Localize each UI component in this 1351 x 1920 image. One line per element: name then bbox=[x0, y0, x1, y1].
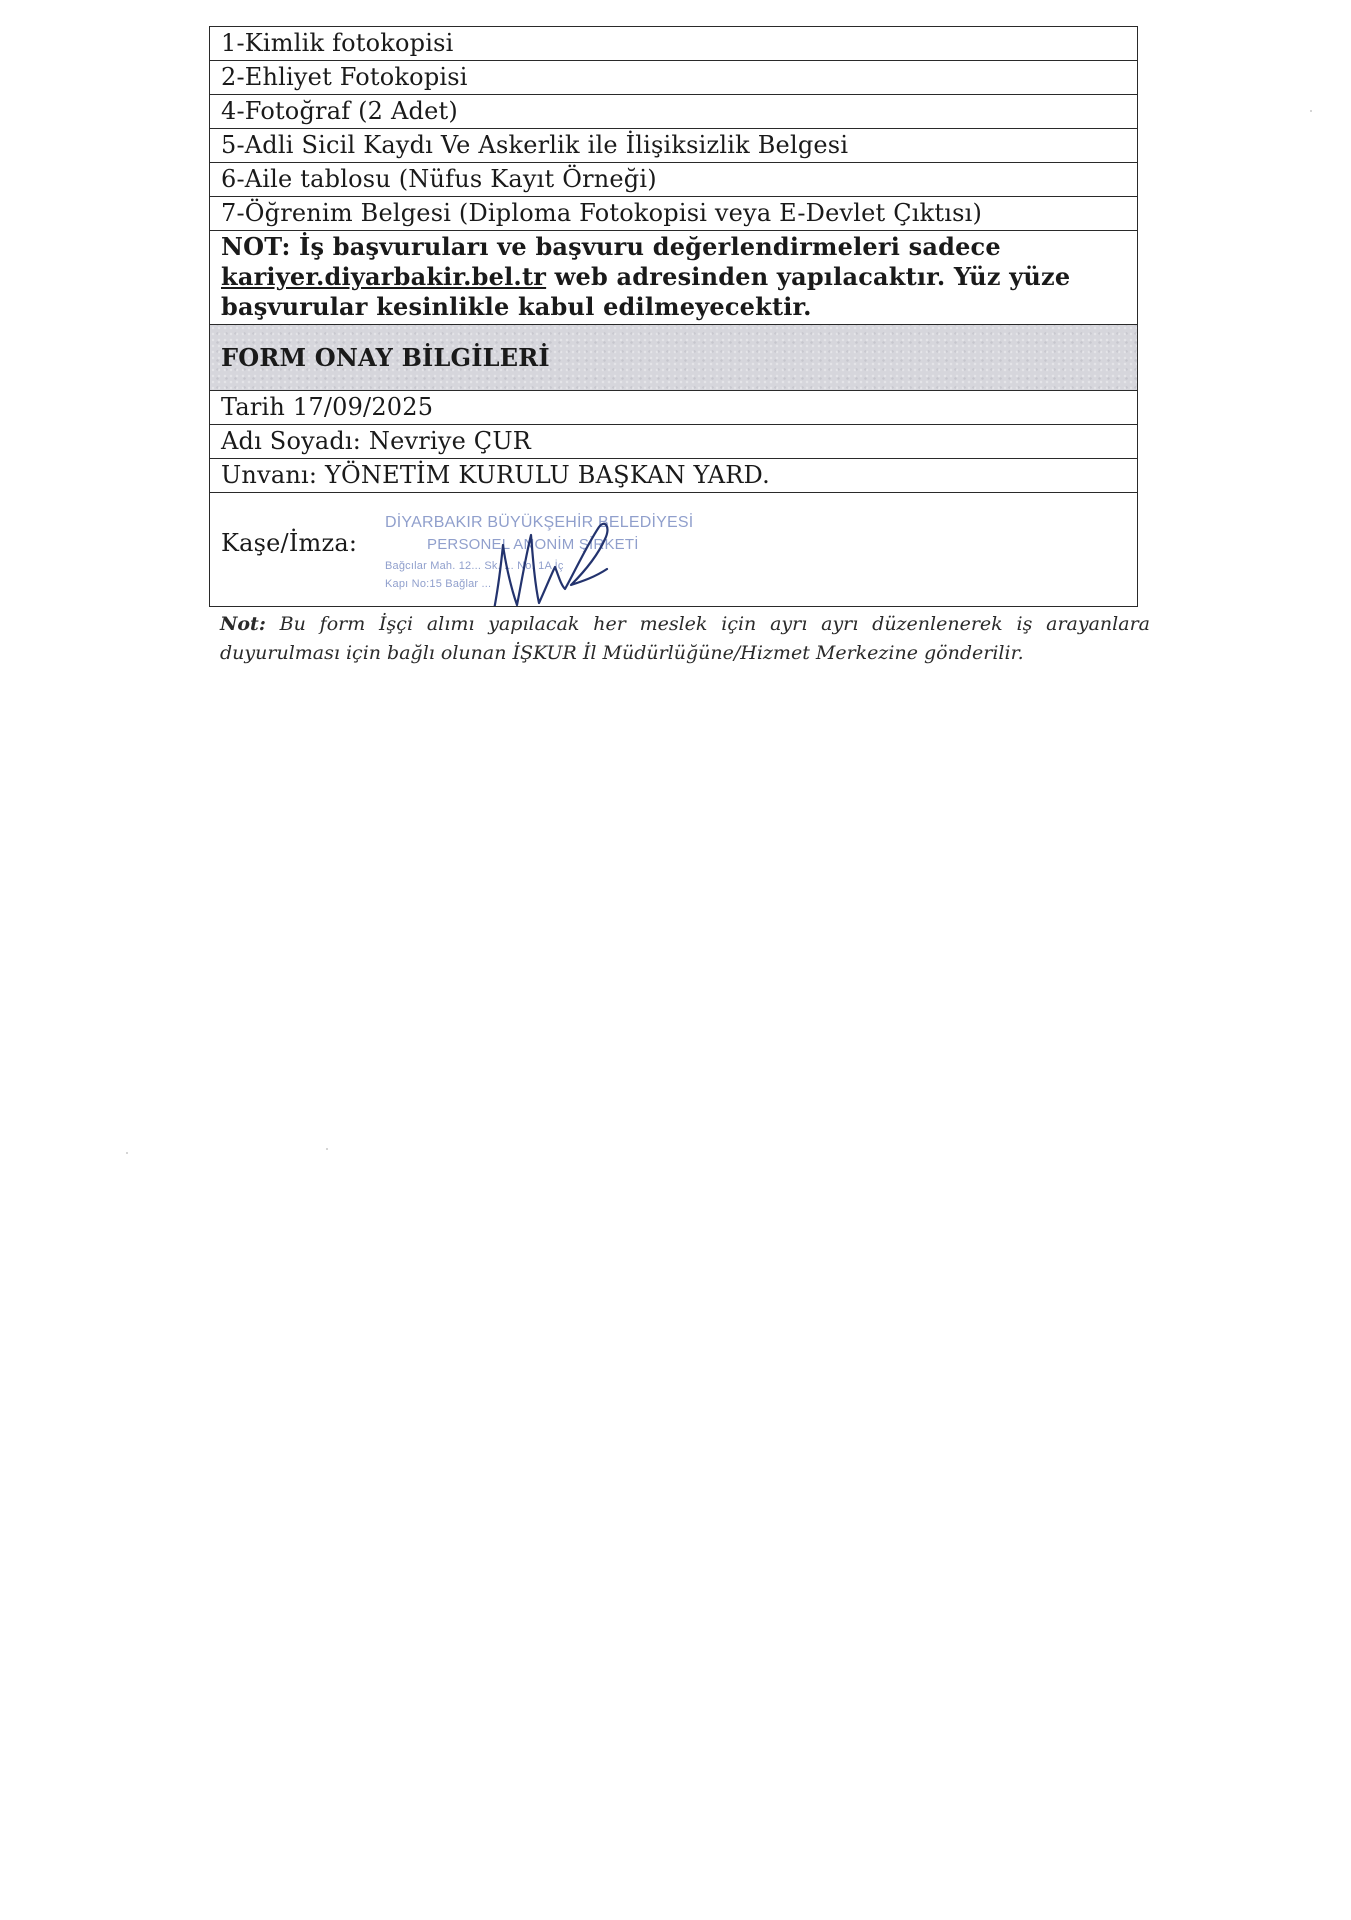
application-form-table bbox=[209, 26, 1138, 607]
stamp-line-2: PERSONEL ANONİM ŞİRKETİ bbox=[427, 536, 639, 553]
stamp-signature-label: Kaşe/İmza: bbox=[221, 529, 358, 557]
document-item-6: 6-Aile tablosu (Nüfus Kayıt Örneği) bbox=[210, 163, 1137, 197]
document-item-2: 2-Ehliyet Fotokopisi bbox=[210, 61, 1137, 95]
document-item-4: 4-Fotoğraf (2 Adet) bbox=[210, 95, 1137, 129]
approval-date: Tarih 17/09/2025 bbox=[210, 391, 1137, 425]
scan-speck bbox=[1310, 110, 1312, 112]
document-item-1: 1-Kimlik fotokopisi bbox=[210, 27, 1137, 61]
application-note bbox=[210, 231, 1137, 325]
note-prefix: NOT: İş başvuruları ve başvuru değerlendirmeleri sadece bbox=[221, 232, 1001, 261]
note-suffix: web adresinden yapılacaktır. Yüz yüze başvurular kesinlikle kabul edilmeyecektir. bbox=[221, 262, 1071, 321]
stamp-line-4: Kapı No:15 Bağlar ... bbox=[385, 578, 492, 590]
footnote-label: Not: bbox=[220, 613, 266, 635]
approval-title: Unvanı: YÖNETİM KURULU BAŞKAN YARD. bbox=[210, 459, 1137, 493]
footnote-text: Bu form İşçi alımı yapılacak her meslek için ayrı ayrı düzenlenerek iş arayanlara duyurulması için bağlı olunan İŞKUR İl Müdürlüğüne/Hizmet Merkezine gönderilir. bbox=[220, 613, 1150, 664]
company-stamp-and-signature bbox=[375, 505, 695, 606]
stamp-line-3: Bağcılar Mah. 12... Sk. ... No: 1A İç bbox=[385, 560, 564, 572]
stamp-signature-row bbox=[210, 493, 1137, 606]
form-approval-heading: FORM ONAY BİLGİLERİ bbox=[210, 325, 1137, 391]
document-item-7: 7-Öğrenim Belgesi (Diploma Fotokopisi veya E-Devlet Çıktısı) bbox=[210, 197, 1137, 231]
form-footnote bbox=[220, 610, 1150, 668]
approval-name: Adı Soyadı: Nevriye ÇUR bbox=[210, 425, 1137, 459]
scan-speck bbox=[326, 1148, 328, 1150]
scan-speck bbox=[126, 1152, 128, 1154]
document-item-5: 5-Adli Sicil Kaydı Ve Askerlik ile İlişiksizlik Belgesi bbox=[210, 129, 1137, 163]
career-website-link[interactable]: kariyer.diyarbakir.bel.tr bbox=[221, 262, 547, 291]
stamp-line-1: DİYARBAKIR BÜYÜKŞEHİR BELEDİYESİ bbox=[385, 514, 694, 531]
